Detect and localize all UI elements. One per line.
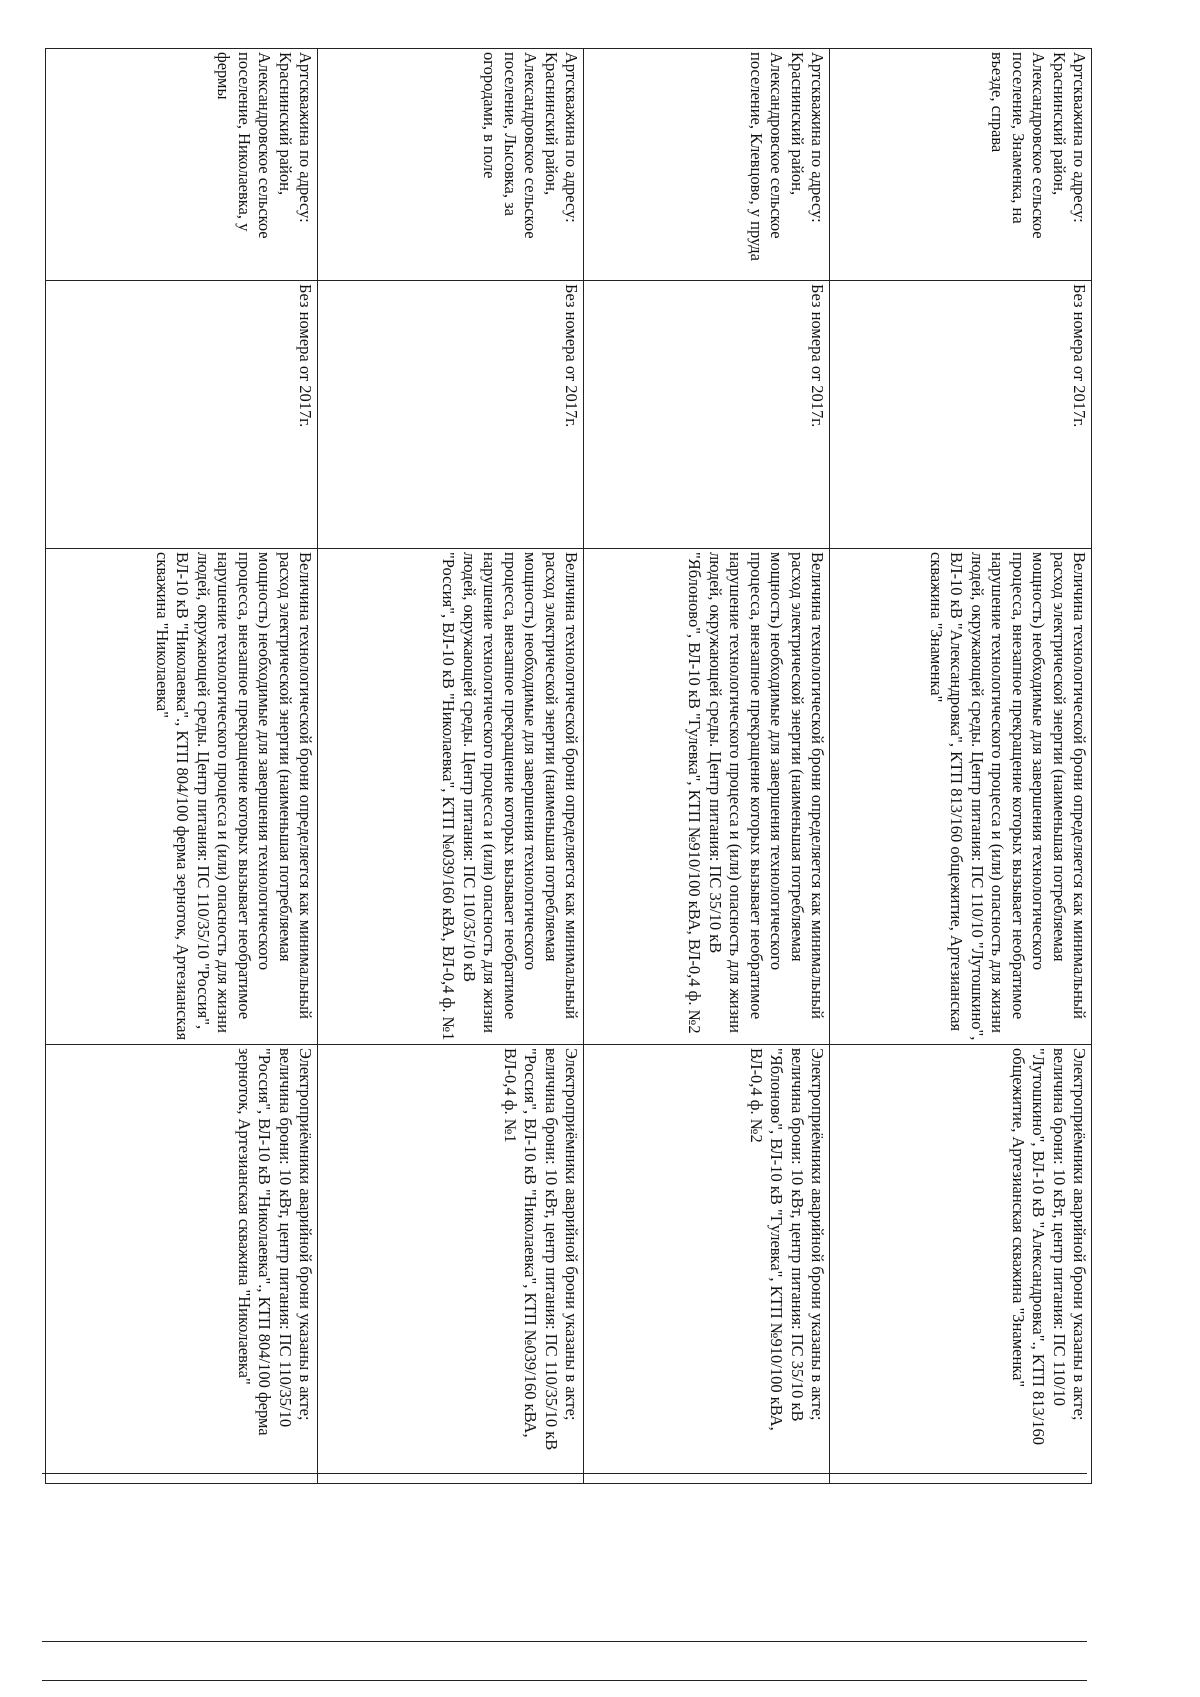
emergency-reserve-cell: Электроприёмники аварийной брони указаны в акте; величина брони: 10 кВт, центр питания: ПС 35/10 кВ "Яблоново", ВЛ-10 кВ "Гулевка", КТП №910/100 кВА, ВЛ-0,4 ф. №2 [584,1045,830,1484]
table-row [318,49,584,1484]
tech-reserve-cell: Величина технологической брони определяется как минимальный расход электрической энергии (наименьшая потребляемая мощность) необходимые для завершения технологического процесса, внезапное прекращение которых вызывает необратимое нарушение технологического процесса и (или) опасность для жизни людей, окружающей среды. Центр питания: ПС 110/35/10 кВ "Россия", ВЛ-10 кВ "Николаевка", КТП №039/160 кВА, ВЛ-0,4 ф. №1 [318,549,584,1045]
emergency-reserve-cell: Электроприёмники аварийной брони указаны в акте; величина брони: 10 кВт, центр питания: ПС 110/10 "Лутошкино", ВЛ-10 кВ "Александровка"., КТП 813/160 общежитие, Артезианская скважина "Знаменка" [830,1045,1092,1484]
document-cell: Без номера от 2017г. [584,281,830,549]
emergency-reserve-cell: Электроприёмники аварийной брони указаны в акте; величина брони: 10 кВт, центр питания: ПС 110/35/10 кВ "Россия", ВЛ-10 кВ "Николаевка", КТП №039/160 кВА, ВЛ-0,4 ф. №1 [318,1045,584,1484]
tech-reserve-cell: Величина технологической брони определяется как минимальный расход электрической энергии (наименьшая потребляемая мощность) необходимые для завершения технологического процесса, внезапное прекращение которых вызывает необратимое нарушение технологического процесса и (или) опасность для жизни людей, окружающей среды. Центр питания: ПС 110/35/10 "Россия", ВЛ-10 кВ "Николаевка"., КТП 804/100 ферма зерноток, Артезианская скважина "Николаевка" [46,549,318,1045]
address-cell: Артскважина по адресу: Краснинский район, Александровское сельское поселение, Знаменка, на въезде, справа [830,49,1092,281]
address-cell: Артскважина по адресу: Краснинский район, Александровское сельское поселение, Клевцово, у пруда [584,49,830,281]
document-cell: Без номера от 2017г. [830,281,1092,549]
emergency-reserve-cell: Электроприёмники аварийной брони указаны в акте; величина брони: 10 кВт, центр питания: ПС 110/35/10 "Россия", ВЛ-10 кВ "Николаевка"., КТП 804/100 ферма зерноток, Артезианская скважина "Николаевка" [46,1045,318,1484]
rotated-table-container [42,48,1092,1483]
tech-reserve-cell: Величина технологической брони определяется как минимальный расход электрической энергии (наименьшая потребляемая мощность) необходимые для завершения технологического процесса, внезапное прекращение которых вызывает необратимое нарушение технологического процесса и (или) опасность для жизни людей, окружающей среды. Центр питания: ПС 110/10 "Лутошкино", ВЛ-10 кВ "Александровка", КТП 813/160 общежитие, Артезианская скважина "Знаменка" [830,549,1092,1045]
table-row [46,49,318,1484]
address-cell: Артскважина по адресу: Краснинский район, Александровское сельское поселение, Николаевка, у фермы [46,49,318,281]
power-reserve-table [45,48,1092,1484]
address-cell: Артскважина по адресу: Краснинский район, Александровское сельское поселение, Лысовка, за огородами, в поле [318,49,584,281]
table-row [830,49,1092,1484]
document-cell: Без номера от 2017г. [46,281,318,549]
document-cell: Без номера от 2017г. [318,281,584,549]
page-rule-line [42,1641,1087,1642]
page-rule-line [42,1680,1087,1681]
table-row [584,49,830,1484]
tech-reserve-cell: Величина технологической брони определяется как минимальный расход электрической энергии (наименьшая потребляемая мощность) необходимые для завершения технологического процесса, внезапное прекращение которых вызывает необратимое нарушение технологического процесса и (или) опасность для жизни людей, окружающей среды. Центр питания: ПС 35/10 кВ "Яблоново", ВЛ-10 кВ "Гулевка", КТП №910/100 кВА, ВЛ-0,4 ф. №2 [584,549,830,1045]
